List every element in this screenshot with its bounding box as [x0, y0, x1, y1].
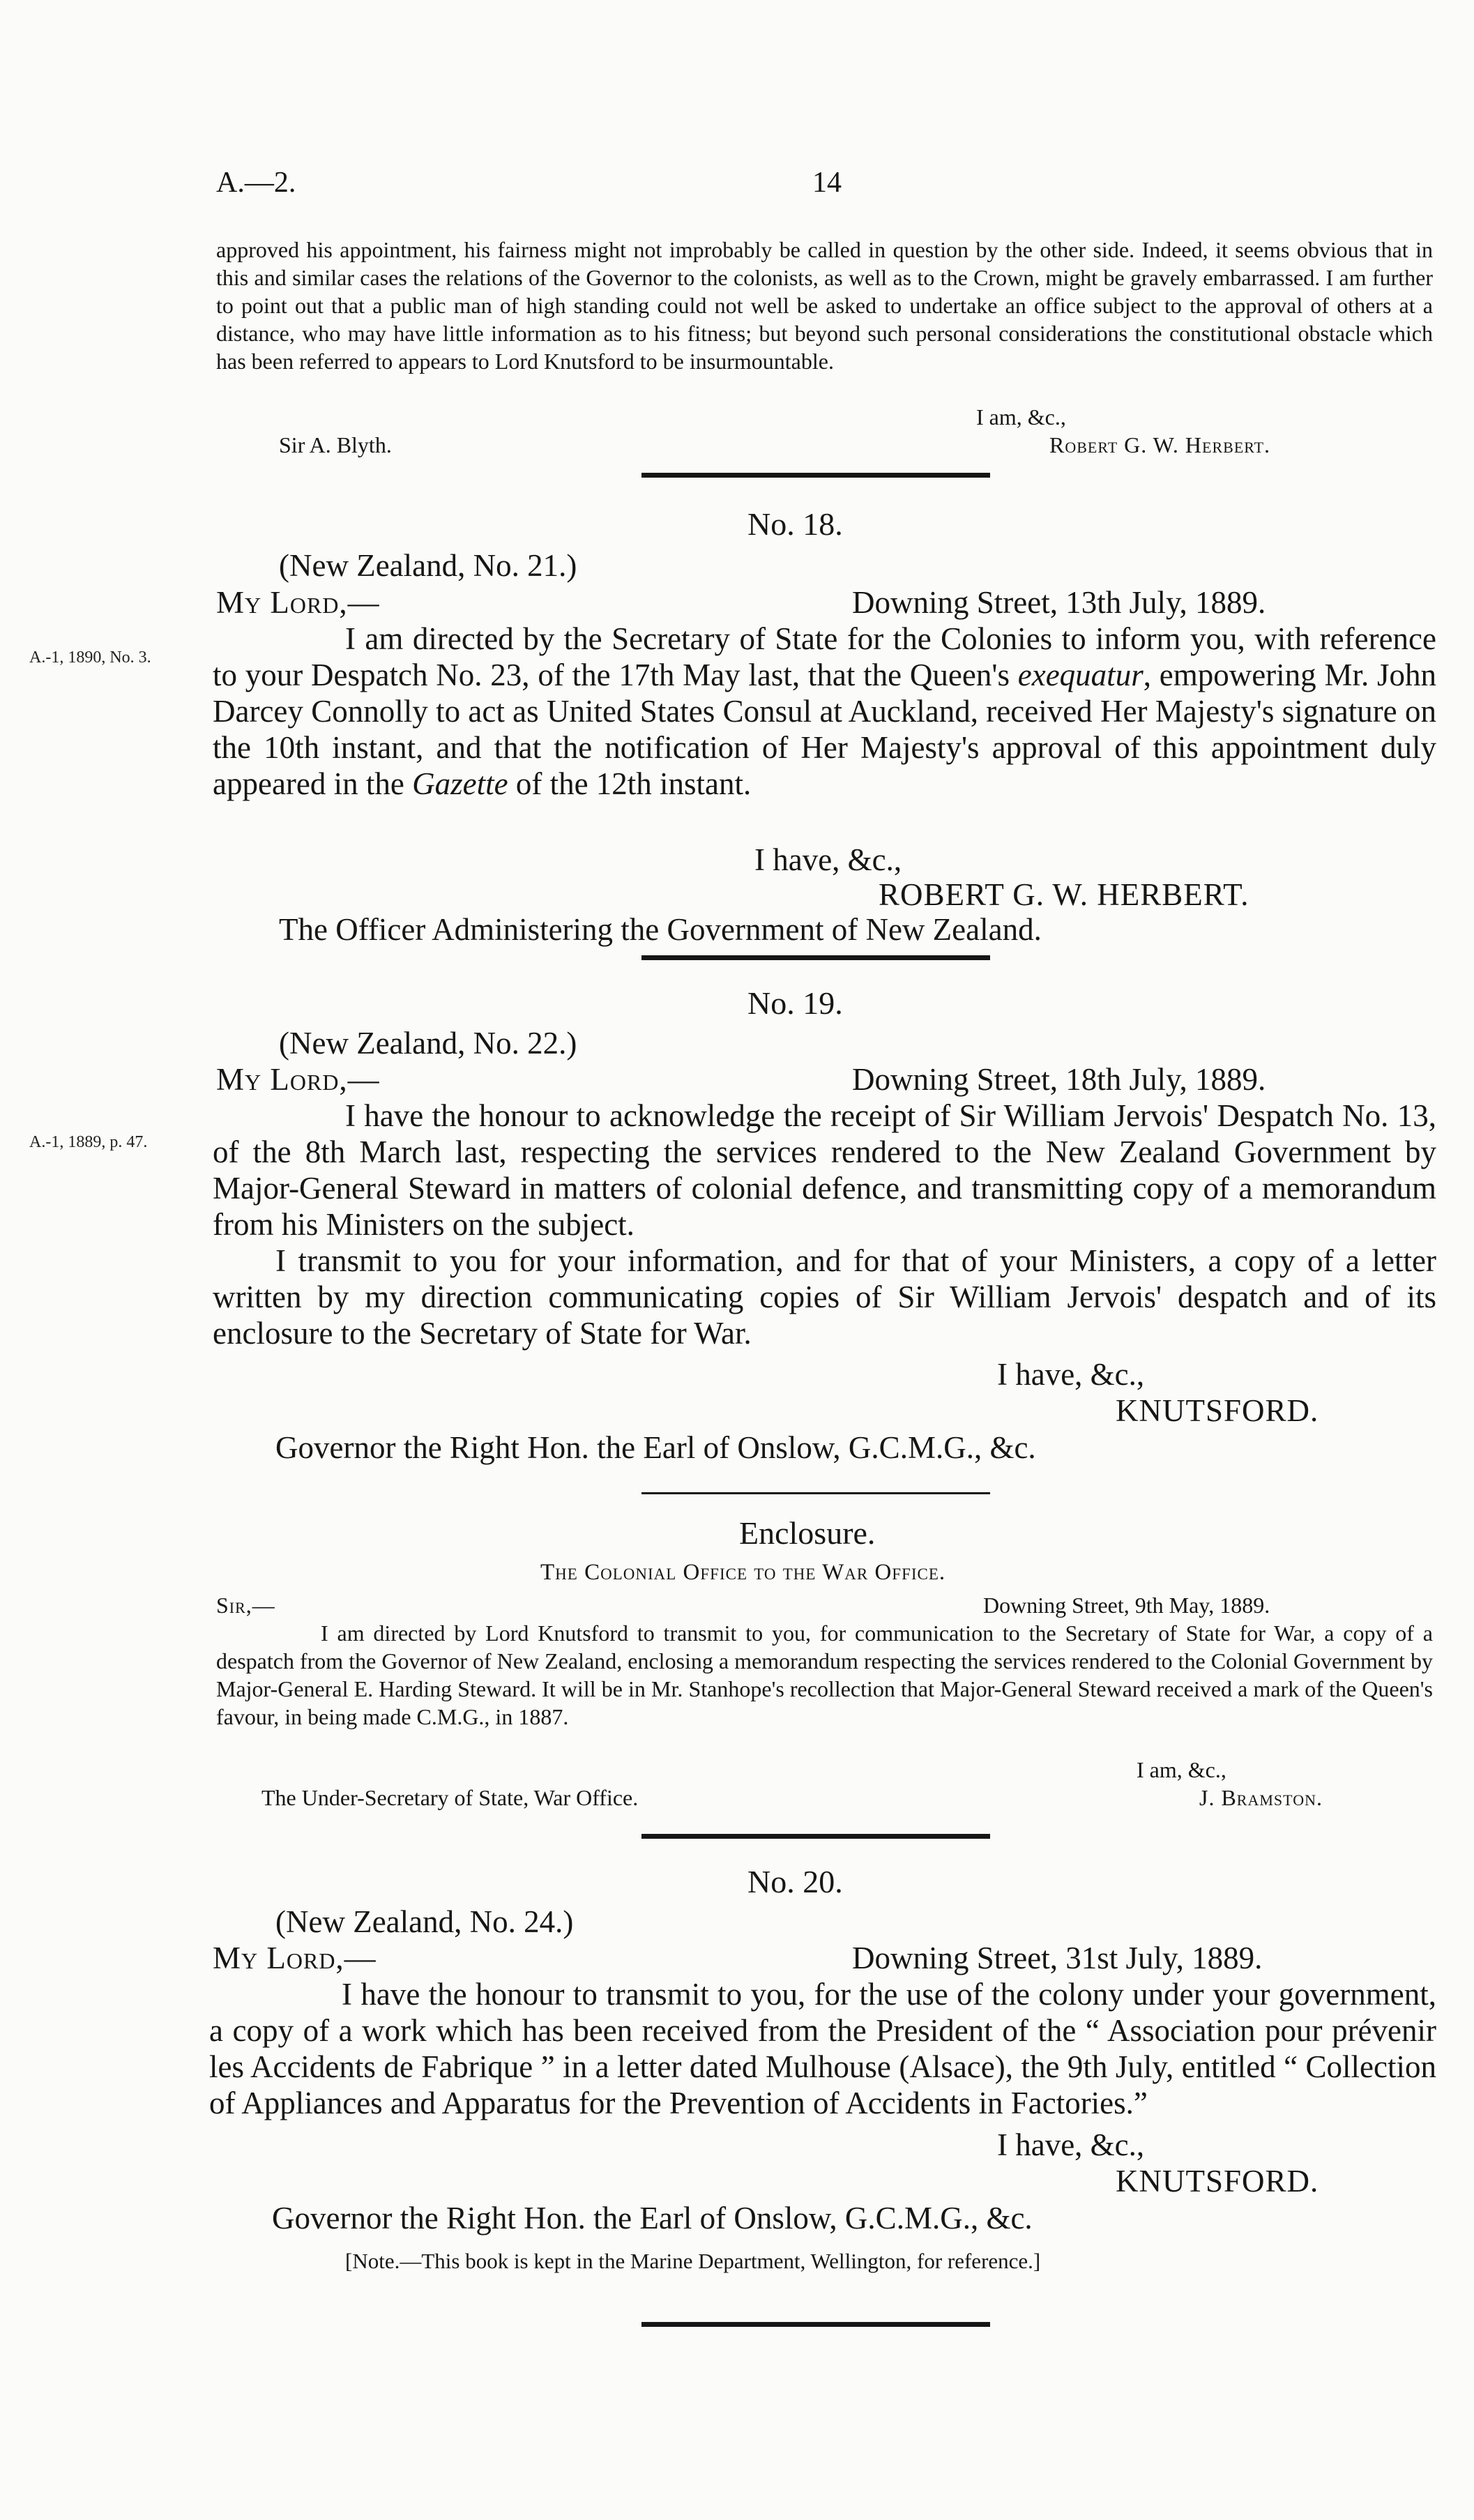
section-divider — [641, 955, 990, 960]
no18-body-mid: , empowering Mr. John Darcey Connolly to act as United States Consul at Auckland, received Her Majesty's signature on the 10th instant, and that the notification of Her Majesty's approval of this appointment duly appeared in the — [213, 658, 1437, 801]
no18-body — [213, 621, 1436, 802]
page-end-divider — [641, 2322, 990, 2327]
no18-addressee: The Officer Administering the Government of New Zealand. — [279, 912, 1042, 947]
no19-paragraph-2: I transmit to you for your information, and for that of your Ministers, a copy of a letter written by my direction communicating copies of Sir William Jervois' despatch and of its enclosure to the Secretary of State for War. — [213, 1243, 1436, 1351]
continuation-addressee: Sir A. Blyth. — [279, 432, 392, 457]
enclosure-paragraph: I am directed by Lord Knutsford to transmit to you, for communication to the Secretary of State for War, a copy of a despatch from the Governor of New Zealand, enclosing a memorandum respecting the services rendered to the Colonial Government by Major-General E. Harding Steward. It will be in Mr. Stanhope's recollection that Major-General Steward received a mark of the Queen's favour, in being made C.M.G., in 1887. — [216, 1620, 1433, 1729]
no18-closing: I have, &c., — [754, 842, 902, 877]
no19-closing: I have, &c., — [997, 1357, 1145, 1392]
no18-body-post: of the 12th instant. — [508, 766, 752, 801]
section-divider — [641, 473, 990, 478]
enclosure-addressee: The Under-Secretary of State, War Office. — [261, 1785, 639, 1810]
no20-paragraph: I have the honour to transmit to you, for the use of the colony under your government, a copy of a work which has been received from the President of the “ Association pour prévenir les Accidents de Fabrique ” in a letter dated Mulhouse (Alsace), the 9th July, entitled “ Collection of Appliances and Apparatus for the Prevention of Accidents in Factories.” — [209, 1977, 1436, 2120]
no18-margin-reference: A.-1, 1890, No. 3. — [29, 648, 151, 667]
document-reference: A.—2. — [216, 167, 296, 199]
enclosure-closing: I am, &c., — [1137, 1757, 1226, 1782]
continuation-paragraph: approved his appointment, his fairness might not improbably be called in question by the other side. Indeed, it seems obvious that in this and similar cases the relations of the Governor to the colonists, as well as to the Crown, might be gravely embarrassed. I am further to point out that a public man of high standing could not well be asked to undertake an office subject to the approval of others at a distance, who may have little information as to his fitness; but beyond such personal considerations the constitutional obstacle which has been referred to appears to Lord Knutsford to be insurmountable. — [216, 237, 1433, 374]
enclosure-signature: J. Bramston. — [1199, 1785, 1323, 1810]
enclosure-salutation: Sir,— — [216, 1593, 275, 1618]
page-number: 14 — [812, 167, 842, 199]
no18-body-exequatur: exequatur — [1017, 658, 1144, 692]
no18-title: No. 18. — [747, 506, 843, 542]
no20-address: Downing Street, 31st July, 1889. — [852, 1941, 1263, 1975]
no19-title: No. 19. — [747, 985, 843, 1021]
enclosure-address: Downing Street, 9th May, 1889. — [983, 1593, 1270, 1618]
no18-reference: (New Zealand, No. 21.) — [279, 548, 577, 583]
no18-body-gazette: Gazette — [412, 766, 508, 801]
section-divider — [641, 1834, 990, 1839]
no20-reference: (New Zealand, No. 24.) — [275, 1904, 574, 1939]
no18-address: Downing Street, 13th July, 1889. — [852, 585, 1266, 620]
no18-signature: ROBERT G. W. HERBERT. — [879, 877, 1249, 912]
continuation-closing: I am, &c., — [976, 404, 1066, 430]
no20-addressee: Governor the Right Hon. the Earl of Onslow, G.C.M.G., &c. — [272, 2201, 1033, 2236]
no19-salutation: My Lord,— — [216, 1062, 380, 1097]
enclosure-divider — [641, 1492, 990, 1494]
no20-title: No. 20. — [747, 1864, 843, 1899]
no19-signature: KNUTSFORD. — [1116, 1393, 1319, 1428]
no19-addressee: Governor the Right Hon. the Earl of Onslow, G.C.M.G., &c. — [275, 1430, 1036, 1465]
no20-closing: I have, &c., — [997, 2127, 1145, 2162]
no19-reference: (New Zealand, No. 22.) — [279, 1026, 577, 1061]
enclosure-title: Enclosure. — [739, 1515, 876, 1551]
no20-signature: KNUTSFORD. — [1116, 2164, 1319, 2199]
no20-salutation: My Lord,— — [213, 1941, 377, 1975]
enclosure-subtitle: The Colonial Office to the War Office. — [540, 1560, 946, 1585]
no18-salutation: My Lord,— — [216, 585, 380, 620]
no18-body-pre: I am directed by the Secretary of State for the Colonies to inform you, with reference to your Despatch No. 23, of the 17th May last, that the Queen's — [213, 621, 1436, 692]
no19-margin-reference: A.-1, 1889, p. 47. — [29, 1133, 148, 1151]
no19-paragraph-1: I have the honour to acknowledge the receipt of Sir William Jervois' Despatch No. 13, of the 8th March last, respecting the services rendered to the New Zealand Government by Major-General Steward in matters of colonial defence, and transmitting copy of a memorandum from his Ministers on the subject. — [213, 1098, 1436, 1242]
continuation-signature: Robert G. W. Herbert. — [1049, 432, 1271, 457]
no20-note: [Note.—This book is kept in the Marine Department, Wellington, for reference.] — [345, 2249, 1041, 2273]
no19-address: Downing Street, 18th July, 1889. — [852, 1062, 1266, 1097]
